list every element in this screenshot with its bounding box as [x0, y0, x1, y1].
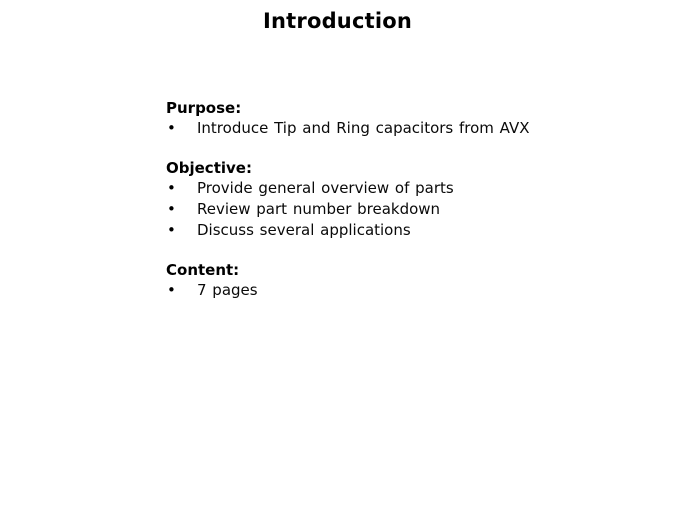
bullet-list-content	[166, 280, 566, 301]
list-item-label: Introduce Tip and Ring capacitors from AVX	[197, 119, 530, 137]
bullet-icon: •	[167, 221, 176, 239]
list-item-label: Review part number breakdown	[197, 200, 441, 218]
bullet-list-objective	[166, 178, 566, 241]
section-content	[166, 260, 566, 301]
bullet-icon: •	[167, 119, 176, 137]
list-item	[166, 118, 566, 139]
section-heading-purpose: Purpose:	[166, 99, 242, 117]
section-heading-objective: Objective:	[166, 159, 252, 177]
list-item	[166, 178, 566, 199]
bullet-icon: •	[167, 179, 176, 197]
list-item-label: 7 pages	[197, 281, 258, 299]
section-objective	[166, 158, 566, 241]
bullet-icon: •	[167, 200, 176, 218]
bullet-icon: •	[167, 281, 176, 299]
bullet-list-purpose	[166, 118, 566, 139]
list-item	[166, 220, 566, 241]
section-heading-content: Content:	[166, 261, 240, 279]
page-title: Introduction	[262, 9, 413, 33]
section-purpose	[166, 98, 566, 139]
list-item-label: Provide general overview of parts	[197, 179, 454, 197]
slide-body	[166, 98, 566, 301]
list-item	[166, 199, 566, 220]
list-item	[166, 280, 566, 301]
list-item-label: Discuss several applications	[197, 221, 411, 239]
